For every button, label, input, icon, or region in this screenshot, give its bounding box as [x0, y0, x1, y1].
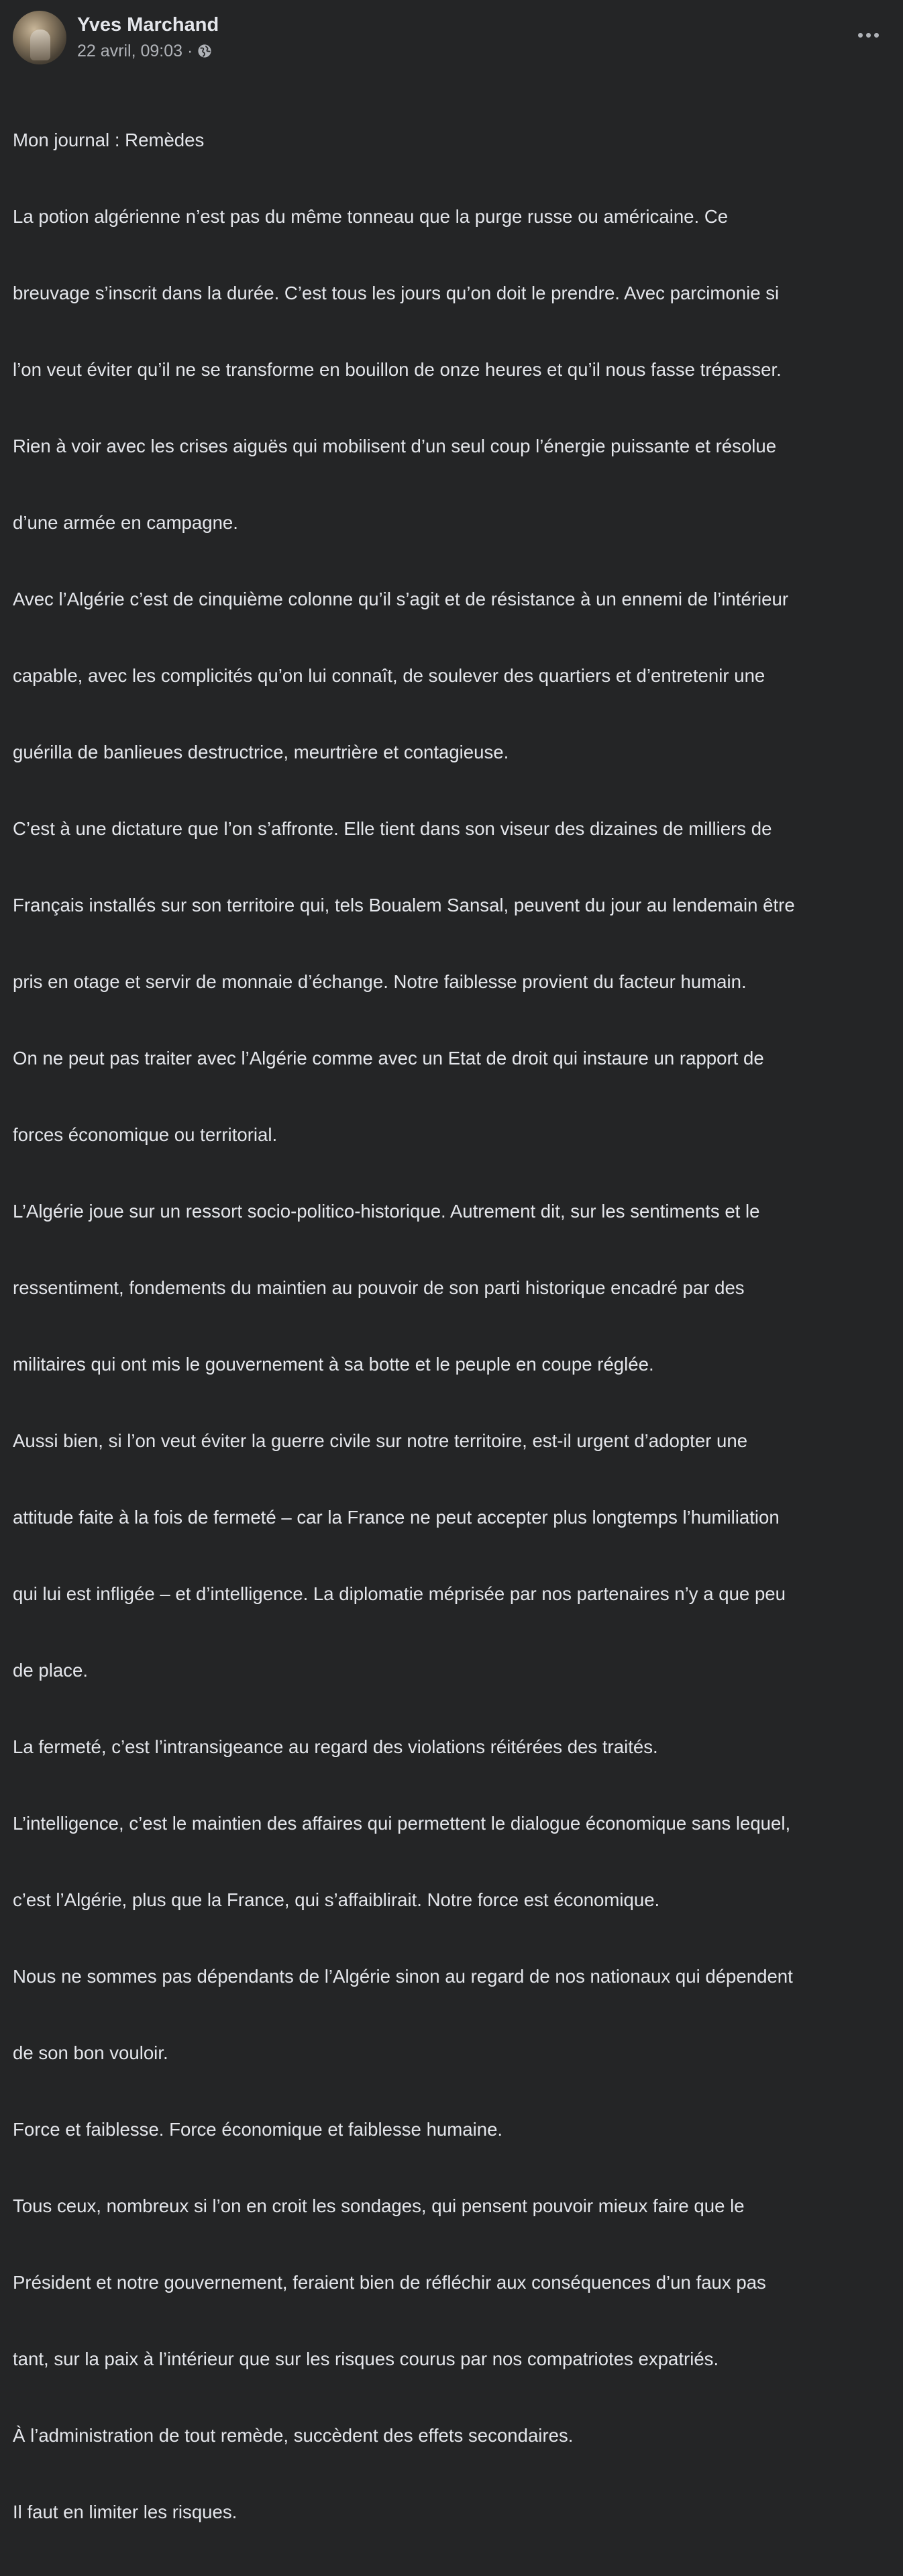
dot: [866, 33, 871, 38]
more-options-icon[interactable]: [852, 23, 884, 47]
post-line: C’est à une dictature que l’on s’affronte. Elle tient dans son viseur des dizaines de milliers de: [13, 818, 772, 839]
dot: [858, 33, 863, 38]
post-line: pris en otage et servir de monnaie d’échange. Notre faiblesse provient du facteur humain.: [13, 971, 747, 992]
avatar[interactable]: [13, 11, 66, 64]
post-line: La potion algérienne n’est pas du même tonneau que la purge russe ou américaine. Ce: [13, 206, 729, 227]
post-line: L’Algérie joue sur un ressort socio-politico-historique. Autrement dit, sur les sentiments et le: [13, 1201, 760, 1222]
post-line: qui lui est infligée – et d’intelligence. La diplomatie méprisée par nos partenaires n’y a que peu: [13, 1583, 786, 1604]
meta-separator: ·: [187, 42, 193, 60]
post-line: On ne peut pas traiter avec l’Algérie comme avec un Etat de droit qui instaure un rapport de: [13, 1048, 764, 1069]
post-line: capable, avec les complicités qu’on lui connaît, de soulever des quartiers et d’entretenir une: [13, 665, 765, 686]
post-line: de place.: [13, 1660, 88, 1681]
globe-icon[interactable]: [197, 44, 212, 58]
post-line: ressentiment, fondements du maintien au pouvoir de son parti historique encadré par des: [13, 1277, 745, 1298]
post-line: d’une armée en campagne.: [13, 512, 238, 533]
post-line: Tous ceux, nombreux si l’on en croit les sondages, qui pensent pouvoir mieux faire que le: [13, 2195, 745, 2216]
post-line: Avec l’Algérie c’est de cinquième colonne qu’il s’agit et de résistance à un ennemi de l’intérieur: [13, 589, 789, 609]
post-line: Nous ne sommes pas dépendants de l’Algérie sinon au regard de nos nationaux qui dépendent: [13, 1966, 793, 1987]
author-name[interactable]: Yves Marchand: [77, 14, 219, 36]
post-line: attitude faite à la fois de fermeté – car la France ne peut accepter plus longtemps l’humiliation: [13, 1507, 780, 1528]
post-line: militaires qui ont mis le gouvernement à sa botte et le peuple en coupe réglée.: [13, 1354, 654, 1375]
post-line: Aussi bien, si l’on veut éviter la guerre civile sur notre territoire, est-il urgent d’adopter une: [13, 1430, 748, 1451]
post-line: l’on veut éviter qu’il ne se transforme en bouillon de onze heures et qu’il nous fasse trépasser.: [13, 359, 782, 380]
post-line: Force et faiblesse. Force économique et faiblesse humaine.: [13, 2119, 503, 2140]
post-meta: [77, 39, 212, 63]
dot: [874, 33, 879, 38]
post-line: L’intelligence, c’est le maintien des affaires qui permettent le dialogue économique sans lequel,: [13, 1813, 791, 1834]
post-line: tant, sur la paix à l’intérieur que sur les risques courus par nos compatriotes expatriés.: [13, 2348, 719, 2369]
post-line: guérilla de banlieues destructrice, meurtrière et contagieuse.: [13, 742, 509, 762]
post-line: Français installés sur son territoire qui, tels Boualem Sansal, peuvent du jour au lendemain être: [13, 895, 795, 915]
post-line: breuvage s’inscrit dans la durée. C’est tous les jours qu’on doit le prendre. Avec parcimonie si: [13, 283, 780, 303]
post-line: Rien à voir avec les crises aiguës qui mobilisent d’un seul coup l’énergie puissante et résolue: [13, 436, 777, 456]
post-line: Mon journal : Remèdes: [13, 130, 205, 150]
post-timestamp[interactable]: 22 avril, 09:03: [77, 42, 183, 60]
post-line: À l’administration de tout remède, succèdent des effets secondaires.: [13, 2425, 574, 2446]
post-line: Président et notre gouvernement, feraient bien de réfléchir aux conséquences d’un faux pas: [13, 2272, 766, 2293]
avatar-figure: [30, 30, 50, 60]
post-line: de son bon vouloir.: [13, 2042, 168, 2063]
post-line: Il faut en limiter les risques.: [13, 2501, 237, 2522]
post-line: La fermeté, c’est l’intransigeance au regard des violations réitérées des traités.: [13, 1736, 658, 1757]
post-line: forces économique ou territorial.: [13, 1124, 278, 1145]
post-body: [13, 77, 893, 2576]
post-line: c’est l’Algérie, plus que la France, qui s’affaiblirait. Notre force est économique.: [13, 1889, 660, 1910]
